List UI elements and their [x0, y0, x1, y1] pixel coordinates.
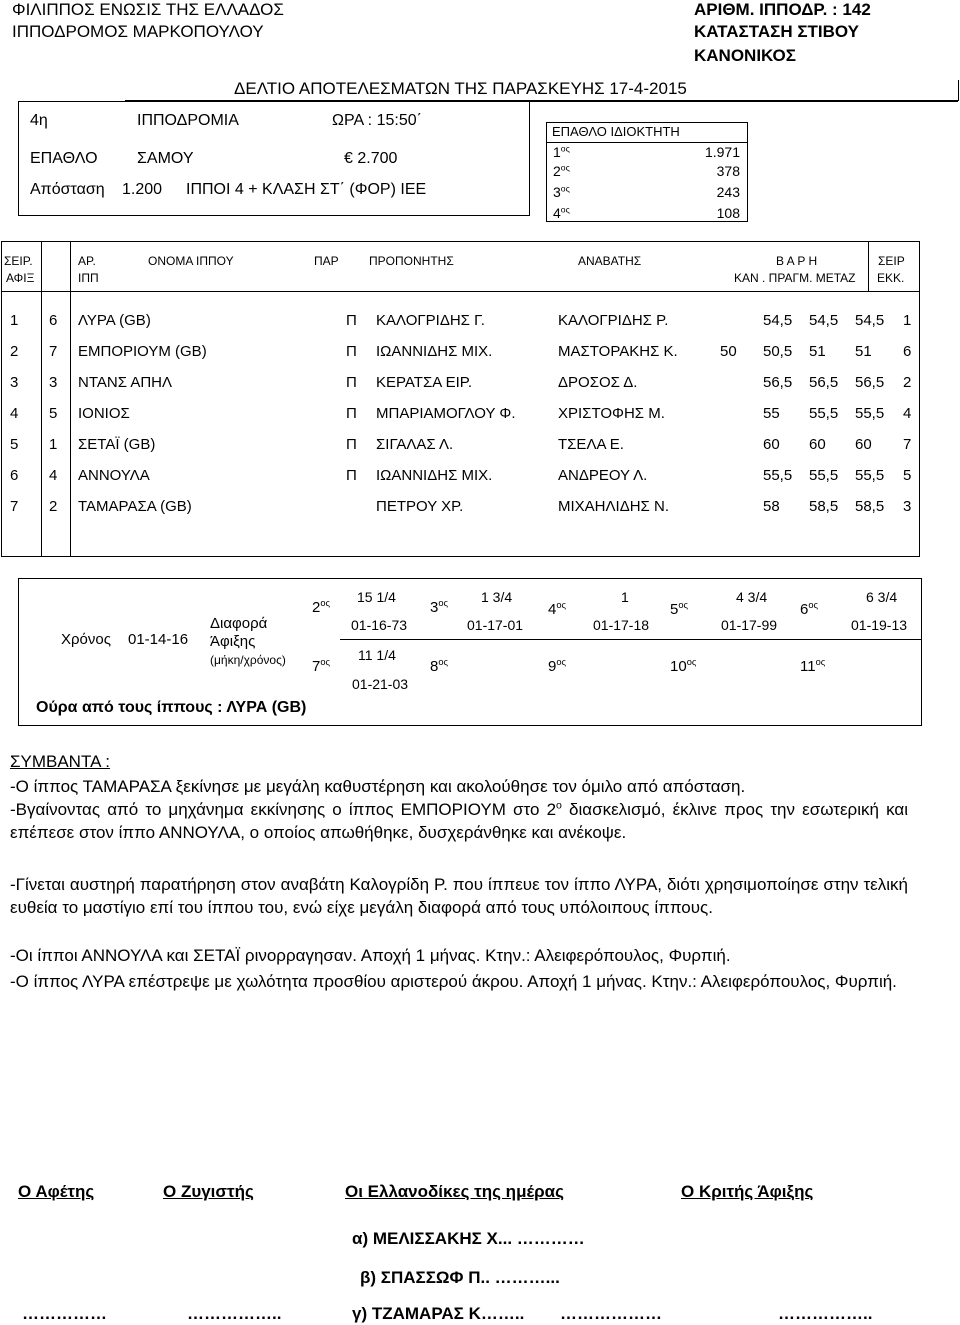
result-start-position: 3: [903, 498, 912, 515]
margin-place-suffix: ος: [320, 657, 330, 667]
result-weight-pragm: 56,5: [763, 374, 793, 391]
owner-prize-amount: 243: [716, 184, 740, 200]
result-par: Π: [346, 312, 357, 329]
owner-prize-place-number: 4: [553, 205, 561, 221]
result-par: Π: [346, 374, 357, 391]
margin-place-suffix: ος: [556, 600, 566, 610]
incidents-title: ΣΥΜΒΑΝΤΑ :: [10, 752, 110, 771]
margin-place-number: 6: [800, 601, 809, 618]
margin-place-number: 9: [548, 658, 557, 675]
result-weight-actual: 51: [809, 343, 826, 360]
result-position: 6: [10, 467, 19, 484]
col-weight-2: ΚΑΝ . ΠΡΑΓΜ. ΜΕΤΑΖ: [734, 271, 856, 285]
incident-2-text-b: διασκελισμό, έκλινε προς την εσωτερική και επέπεσε στον ίππο ΑΝΝΟΥΛΑ, ο οποίος απωθήθηκε, δυσχεράνθηκε και ανέκοψε.: [10, 800, 908, 842]
col-jockey: ΑΝΑΒΑΤΗΣ: [578, 254, 642, 268]
result-weight-metaz: 55,5: [855, 405, 885, 422]
margin-lengths: 15 1/4: [357, 589, 396, 605]
owner-prize-rule: [546, 142, 748, 143]
result-weight-metaz: 58,5: [855, 498, 885, 515]
margin-place: [670, 601, 688, 618]
result-trainer: ΣΙΓΑΛΑΣ Λ.: [376, 436, 454, 453]
margin-time: 01-21-03: [352, 676, 409, 692]
owner-prize-place-number: 3: [553, 184, 561, 200]
margin-place: [430, 599, 448, 616]
result-trainer: ΚΑΛΟΓΡΙΔΗΣ Γ.: [376, 312, 485, 329]
margin-place-number: 3: [430, 599, 439, 616]
race-label: ΙΠΠΟΔΡΟΜΙΑ: [137, 112, 239, 129]
dots-steward-c: ………………: [560, 1304, 662, 1323]
margin-place-number: 8: [430, 658, 439, 675]
result-start-position: 1: [903, 312, 912, 329]
incident-2-text-a: -Βγαίνοντας από το μηχάνημα εκκίνησης ο ίππος ΕΜΠΟΡΙΟΥΜ στο 2: [10, 800, 557, 819]
distance-value: 1.200: [122, 181, 163, 198]
col-par: ΠΑΡ: [314, 254, 339, 268]
prize-label: ΕΠΑΘΛΟ: [30, 150, 98, 167]
racecourse-name: ΙΠΠΟΔΡΟΜΟΣ ΜΑΡΚΟΠΟΥΛΟΥ: [12, 22, 264, 41]
owner-prize-place-suffix: ος: [560, 183, 570, 194]
col-weight-1: Β Α Ρ Η: [776, 254, 818, 268]
result-weight-metaz: 54,5: [855, 312, 885, 329]
margin-place-number: 2: [312, 599, 321, 616]
col-horse: ΟΝΟΜΑ ΙΠΠΟΥ: [148, 254, 234, 268]
result-par: Π: [346, 343, 357, 360]
col-start-1: ΣΕΙΡ: [878, 254, 905, 268]
margin-place-number: 11: [800, 658, 816, 675]
diff-label-3: (μήκη/χρόνος): [210, 653, 286, 667]
result-weight-pragm: 58: [763, 498, 780, 515]
diff-label-2: Άφιξης: [210, 633, 256, 650]
steward-a: α) ΜΕΛΙΣΣΑΚΗΣ Χ... …………: [352, 1229, 585, 1248]
result-weight-pragm: 55,5: [763, 467, 793, 484]
margin-place: [430, 658, 448, 675]
result-horse-name: ΤΑΜΑΡΑΣΑ (GB): [78, 498, 192, 515]
result-start-position: 2: [903, 374, 912, 391]
incident-3: -Γίνεται αυστηρή παρατήρηση στον αναβάτη Καλογρίδη Ρ. που ίππευε τον ίππο ΛΥΡΑ, διότι χρησιμοποίησε στην τελική ευθεία το μαστίγιο επί του ίππου του, ενώ είχε μεγάλη διαφορά από τους υπόλοιπους ίππους.: [10, 875, 908, 917]
result-start-position: 7: [903, 436, 912, 453]
result-horse-name: ΛΥΡΑ (GB): [78, 312, 151, 329]
margin-place: [548, 658, 566, 675]
result-weight-pragm: 60: [763, 436, 780, 453]
race-time: ΩΡΑ : 15:50΄: [332, 112, 422, 129]
result-jockey: ΧΡΙΣΤΟΦΗΣ Μ.: [558, 405, 665, 422]
owner-prize-place-number: 1: [553, 144, 561, 160]
incident-2-ordinal: ο: [556, 799, 562, 812]
result-position: 5: [10, 436, 19, 453]
result-weight-pragm: 55: [763, 405, 780, 422]
race-number: ΑΡΙΘΜ. ΙΠΠΟΔΡ. : 142: [694, 0, 871, 19]
owner-prize-place: [553, 144, 570, 160]
margin-time: 01-17-99: [721, 617, 778, 633]
margin-place-suffix: ος: [556, 657, 566, 667]
col-start-2: ΕΚΚ.: [877, 271, 905, 285]
col-sep-3: [868, 241, 869, 291]
track-condition: ΚΑΝΟΝΙΚΟΣ: [694, 46, 796, 65]
result-weight-pragm: 50,5: [763, 343, 793, 360]
result-weight-actual: 54,5: [809, 312, 839, 329]
margin-place: [312, 599, 330, 616]
col-no-2: ΙΠΠ: [78, 271, 99, 285]
distance-label: Απόσταση: [30, 181, 105, 198]
signature-stewards: Οι Ελλανοδίκες της ημέρας: [345, 1182, 564, 1201]
result-position: 4: [10, 405, 19, 422]
prize-amount: € 2.700: [344, 150, 398, 167]
margin-lengths: 6 3/4: [866, 589, 898, 605]
result-trainer: ΜΠΑΡΙΑΜΟΓΛΟΥ Φ.: [376, 405, 516, 422]
owner-prize-amount: 108: [716, 205, 740, 221]
owner-prize-amount: 378: [716, 163, 740, 179]
result-weight-actual: 55,5: [809, 405, 839, 422]
result-trainer: ΙΩΑΝΝΙΔΗΣ ΜΙΧ.: [376, 343, 493, 360]
margin-place: [800, 658, 825, 675]
col-sep-2: [70, 241, 71, 557]
margin-place-number: 4: [548, 601, 557, 618]
owner-prize-place: [553, 163, 570, 179]
result-horse-number: 2: [49, 498, 58, 515]
owner-prize-place-number: 2: [553, 163, 561, 179]
result-weight-actual: 55,5: [809, 467, 839, 484]
result-horse-number: 1: [49, 436, 58, 453]
time-value: 01-14-16: [128, 631, 189, 648]
signature-weigher: Ο Ζυγιστής: [163, 1182, 254, 1201]
result-par: Π: [346, 467, 357, 484]
steward-b: β) ΣΠΑΣΣΩΦ Π.. ………...: [360, 1268, 560, 1287]
title-rule-end: [958, 80, 959, 101]
owner-prize-place-suffix: ος: [560, 162, 570, 173]
owner-prize-place-suffix: ος: [560, 143, 570, 154]
results-header-rule: [1, 291, 920, 292]
signature-starter: Ο Αφέτης: [18, 1182, 95, 1201]
result-jockey: ΜΙΧΑΗΛΙΔΗΣ Ν.: [558, 498, 669, 515]
margin-place-number: 7: [312, 658, 321, 675]
result-weight-actual: 60: [809, 436, 826, 453]
result-horse-name: ΙΟΝΙΟΣ: [78, 405, 130, 422]
result-horse-name: ΑΝΝΟΥΛΑ: [78, 467, 150, 484]
result-horse-name: ΝΤΑΝΣ ΑΠΗΛ: [78, 374, 173, 391]
margin-lengths: 11 1/4: [358, 647, 396, 663]
result-horse-name: ΣΕΤΑΪ (GB): [78, 436, 156, 453]
result-weight-metaz: 60: [855, 436, 872, 453]
margin-place-suffix: ος: [808, 600, 818, 610]
incident-5: -Ο ίππος ΛΥΡΑ επέστρεψε με χωλότητα προσθίου αριστερού άκρου. Αποχή 1 μήνας. Κτην.: Αλειφερόπουλος, Φυρπιή.: [10, 972, 897, 991]
result-weight-metaz: 55,5: [855, 467, 885, 484]
col-seq-1: ΣΕΙΡ.: [4, 254, 33, 268]
result-par: Π: [346, 405, 357, 422]
dots-judge: ……………..: [778, 1304, 873, 1323]
margin-time: 01-16-73: [351, 617, 408, 633]
owner-prize-amount: 1.971: [704, 144, 740, 160]
margin-place-number: 10: [670, 658, 687, 675]
margin-place-suffix: ος: [438, 598, 448, 608]
result-position: 7: [10, 498, 19, 515]
dots-starter: ……………: [22, 1304, 107, 1323]
diff-label-1: Διαφορά: [210, 615, 268, 632]
margin-lengths: 4 3/4: [736, 589, 768, 605]
result-horse-number: 4: [49, 467, 58, 484]
race-conditions: ΙΠΠΟΙ 4 + ΚΛΑΣΗ ΣΤ΄ (ΦΟΡ) ΙΕΕ: [186, 181, 427, 198]
track-condition-label: ΚΑΤΑΣΤΑΣΗ ΣΤΙΒΟΥ: [694, 22, 860, 41]
owner-prize-title: ΕΠΑΘΛΟ ΙΔΙΟΚΤΗΤΗ: [552, 124, 680, 139]
result-jockey: ΔΡΟΣΟΣ Δ.: [558, 374, 638, 391]
result-jockey: ΤΣΕΛΑ Ε.: [558, 436, 624, 453]
result-horse-number: 7: [49, 343, 58, 360]
result-trainer: ΠΕΤΡΟΥ ΧΡ.: [376, 498, 464, 515]
margin-lengths: 1 3/4: [481, 589, 513, 605]
result-par: Π: [346, 436, 357, 453]
race-no: 4η: [30, 112, 48, 129]
time-label: Χρόνος: [61, 631, 111, 648]
prize-name: ΣΑΜΟΥ: [137, 150, 194, 167]
col-seq-2: ΑΦΙΞ: [6, 271, 35, 285]
result-jockey: ΑΝΔΡΕΟΥ Λ.: [558, 467, 648, 484]
result-jockey: ΜΑΣΤΟΡΑΚΗΣ Κ.: [558, 343, 678, 360]
margin-place: [670, 658, 696, 675]
result-weight-actual: 58,5: [809, 498, 839, 515]
result-trainer: ΙΩΑΝΝΙΔΗΣ ΜΙΧ.: [376, 467, 493, 484]
result-start-position: 4: [903, 405, 912, 422]
result-weight-actual: 56,5: [809, 374, 839, 391]
margin-place: [312, 658, 330, 675]
incident-4: -Οι ίπποι ΑΝΝΟΥΛΑ και ΣΕΤΑΪ ρινορραγησαν. Αποχή 1 μήνας. Κτην.: Αλειφερόπουλος, Φυρπιή.: [10, 946, 731, 965]
owner-prize-place: [553, 184, 570, 200]
margin-time: 01-17-18: [593, 617, 650, 633]
incident-1: -Ο ίππος ΤΑΜΑΡΑΣΑ ξεκίνησε με μεγάλη καθυστέρηση και ακολούθησε τον όμιλο από απόσταση.: [10, 777, 746, 796]
margin-place-suffix: ος: [678, 600, 688, 610]
bulletin-title: ΔΕΛΤΙΟ ΑΠΟΤΕΛΕΣΜΑΤΩΝ ΤΗΣ ΠΑΡΑΣΚΕΥΗΣ 17-4-2015: [234, 79, 687, 98]
signature-judge: Ο Κριτής Άφιξης: [681, 1182, 814, 1201]
result-horse-number: 5: [49, 405, 58, 422]
margin-place-suffix: ος: [438, 657, 448, 667]
federation-name: ΦΙΛΙΠΠΟΣ ΕΝΩΣΙΣ ΤΗΣ ΕΛΛΑΔΟΣ: [12, 0, 284, 19]
result-start-position: 6: [903, 343, 912, 360]
margin-place: [800, 601, 818, 618]
margin-place-suffix: ος: [815, 657, 826, 667]
result-position: 3: [10, 374, 19, 391]
margin-lengths: 1: [621, 589, 629, 605]
result-weight-pragm: 54,5: [763, 312, 793, 329]
result-position: 1: [10, 312, 19, 329]
tail-horses: Ούρα από τους ίππους : ΛΥΡΑ (GB): [36, 699, 307, 716]
result-weight-kan: 50: [720, 343, 737, 360]
margin-place: [548, 601, 566, 618]
col-sep-1: [41, 241, 42, 557]
dots-weigher: ……………..: [187, 1304, 282, 1323]
margin-place-suffix: ος: [686, 657, 697, 667]
margin-place-suffix: ος: [320, 598, 330, 608]
result-position: 2: [10, 343, 19, 360]
result-jockey: ΚΑΛΟΓΡΙΔΗΣ Ρ.: [558, 312, 669, 329]
result-horse-name: ΕΜΠΟΡΙΟΥΜ (GB): [78, 343, 207, 360]
result-weight-metaz: 56,5: [855, 374, 885, 391]
result-start-position: 5: [903, 467, 912, 484]
steward-c: γ) ΤΖΑΜΑΡΑΣ Κ……..: [352, 1304, 525, 1323]
col-trainer: ΠΡΟΠΟΝΗΤΗΣ: [369, 254, 454, 268]
result-horse-number: 6: [49, 312, 58, 329]
result-weight-metaz: 51: [855, 343, 872, 360]
col-no-1: ΑΡ.: [78, 254, 96, 268]
margin-time: 01-17-01: [467, 617, 524, 633]
margin-rule: [340, 639, 922, 640]
result-horse-number: 3: [49, 374, 58, 391]
margin-place-number: 5: [670, 601, 679, 618]
result-trainer: ΚΕΡΑΤΣΑ ΕΙΡ.: [376, 374, 472, 391]
margin-time: 01-19-13: [851, 617, 908, 633]
incident-2: [10, 798, 908, 844]
owner-prize-place-suffix: ος: [560, 204, 570, 215]
owner-prize-place: [553, 205, 570, 221]
